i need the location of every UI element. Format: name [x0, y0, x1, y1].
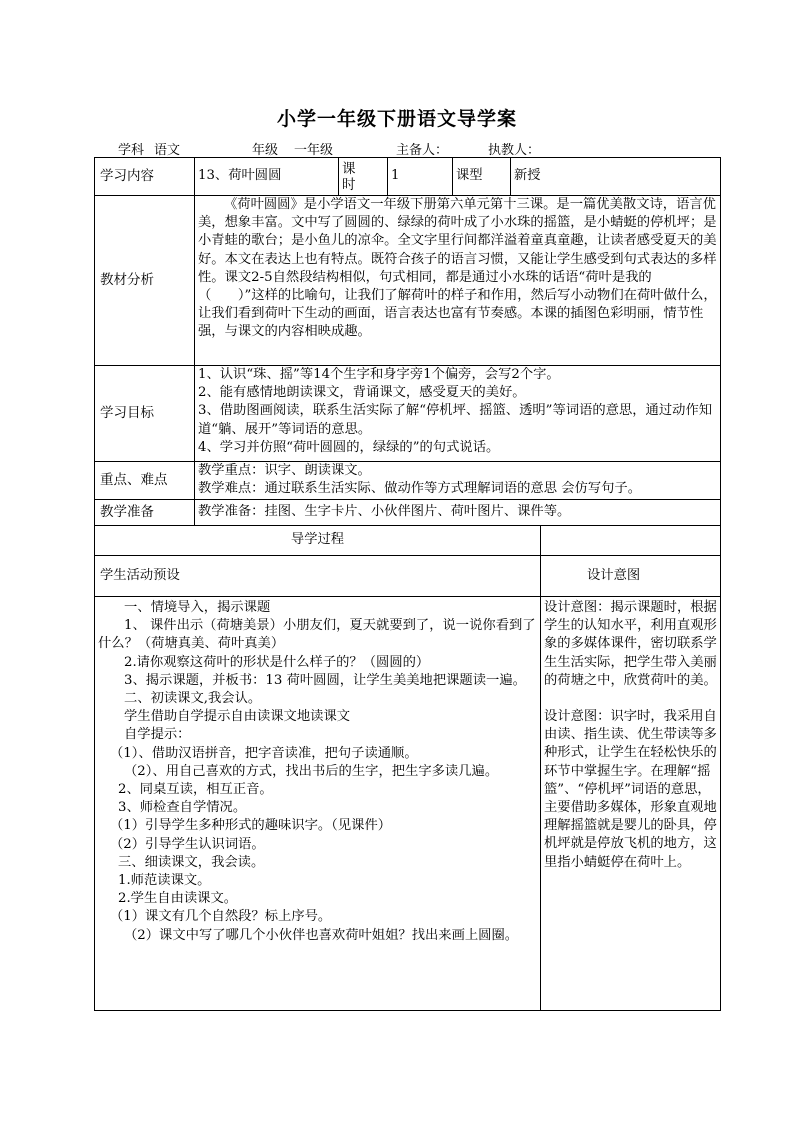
intent-list	[541, 597, 721, 1011]
analysis-text	[195, 196, 721, 366]
goal-item: 2、能有感情地朗读课文，背诵课文，感受夏天的美好。	[198, 385, 526, 401]
row-analysis	[95, 196, 721, 366]
intent-spacer	[544, 690, 717, 708]
info-line	[94, 139, 720, 157]
type-value: 新授	[511, 158, 721, 196]
lesson-plan-table	[94, 157, 721, 1011]
activity-line: 三、细读课文，我会读。	[118, 854, 265, 870]
content-value: 13、荷叶圆圆	[195, 158, 339, 196]
activity-line: 3、揭示课题，并板书：13 荷叶圆圆，让学生美美地把课题读一遍。	[124, 672, 526, 688]
activity-line: 1.师范读课文。	[118, 873, 211, 889]
activity-line: （2）课文中写了哪几个小伙伴也喜欢荷叶姐姐？找出来画上圆圈。	[124, 927, 519, 943]
period-label-text: 课时	[342, 160, 356, 193]
key-line-2: 教学难点：通过联系生活实际、做动作等方式理解词语的意思 会仿写句子。	[198, 481, 642, 497]
activity-list	[95, 597, 541, 1011]
activity-line: 2、同桌互读，相互正音。	[118, 782, 273, 798]
activity-line: 3、师检查自学情况。	[118, 800, 247, 816]
activity-line: 一、情境导入，揭示课题	[124, 600, 271, 615]
goal-item: 3、借助图画阅读，联系生活实际了解“停机坪、摇篮、透明”等词语的意思，通过动作知道“躺、展开”等词语的意思。	[198, 403, 713, 437]
row-column-headers	[95, 556, 721, 597]
activity-line: 2.学生自由读课文。	[118, 891, 238, 907]
subject-label: 学科	[118, 143, 145, 158]
row-process-header	[95, 526, 721, 556]
goal-item: 4、学习并仿照“荷叶圆圆的，绿绿的”的句式说话。	[198, 439, 500, 455]
row-goals	[95, 366, 721, 462]
row-key	[95, 462, 721, 500]
analysis-label: 教材分析	[95, 196, 195, 366]
activity-header: 学生活动预设	[95, 556, 541, 597]
process-header-blank	[541, 526, 721, 556]
activity-line: 1、 课件出示（荷塘美景）小朋友们，夏天就要到了，说一说你看到了什么？（荷塘真美、荷叶真美）	[98, 618, 536, 652]
grade-value: 一年级	[294, 143, 334, 158]
grade-label: 年级	[252, 143, 279, 158]
goals-label: 学习目标	[95, 366, 195, 462]
activity-line: 二、初读课文,我会认。	[124, 691, 262, 707]
row-content	[95, 158, 721, 196]
content-label: 学习内容	[95, 158, 195, 196]
teacher-label: 执教人：	[488, 143, 541, 158]
intent-paragraph: 设计意图：识字时，我采用自由读、指生读、优生带读等多种形式，让学生在轻松快乐的环节中掌握生字。在理解“摇篮”、“停机坪”词语的意思，主要借助多媒体，形象直观地理解摇篮就是婴儿的卧具，停机坪就是停放飞机的地方，这里指小蜻蜓停在荷叶上。	[544, 709, 717, 870]
activity-line: 2.请你观察这荷叶的形状是什么样子的？（圆圆的）	[124, 654, 430, 670]
type-label: 课型	[453, 158, 511, 196]
process-header: 导学过程	[95, 526, 541, 556]
activity-line: （2）、用自己喜欢的方式，找出书后的生字，把生字多读几遍。	[124, 763, 499, 779]
prep-text: 教学准备：挂图、生字卡片、小伙伴图片、荷叶图片、课件等。	[195, 500, 721, 526]
goals-list	[195, 366, 721, 462]
goal-item: 1、认识“珠、摇”等14个生字和身字旁1个偏旁，会写2个字。	[198, 367, 560, 382]
page-title: 小学一年级下册语文导学案	[276, 108, 517, 130]
intent-header: 设计意图	[541, 556, 721, 597]
activity-line: 自学提示：	[124, 727, 191, 743]
preparer-label: 主备人：	[396, 143, 449, 158]
row-process-body	[95, 597, 721, 1011]
key-text	[195, 462, 721, 500]
activity-line: （1）、借助汉语拼音，把字音读准，把句子读通顺。	[110, 745, 418, 761]
analysis-paragraph: 《荷叶圆圆》是小学语文一年级下册第六单元第十三课。是一篇优美散文诗，语言优美，想象丰富。文中写了圆圆的、绿绿的荷叶成了小水珠的摇篮，是小蜻蜓的停机坪；是小青蛙的歌台；是小鱼儿的凉伞。全文字里行间都洋溢着童真童趣，让读者感受夏天的美好。本文在表达上也有特点。既符合孩子的语言习惯，又能让学生感受到句式表达的多样性。课文2-5自然段结构相似，句式相同，都是通过小水珠的话语“荷叶是我的（ ）”这样的比喻句，让我们了解荷叶的样子和作用，然后写小动物们在荷叶做什么，让我们看到荷叶下生动的画面，语言表达也富有节奏感。本课的插图色彩明丽，情节性强，与课文的内容相映成趣。	[198, 197, 717, 340]
intent-paragraph: 设计意图：揭示课题时，根据学生的认知水平，利用直观形象的多媒体课件，密切联系学生生活实际，把学生带入美丽的荷塘之中，欣赏荷叶的美。	[544, 600, 717, 688]
period-label	[339, 158, 388, 196]
row-prep	[95, 500, 721, 526]
activity-line: （2）引导学生认识词语。	[110, 836, 265, 852]
activity-line: （1）引导学生多种形式的趣味识字。（见课件）	[110, 818, 392, 834]
activity-line: 学生借助自学提示自由读课文地读课文	[124, 709, 351, 725]
key-label: 重点、难点	[95, 462, 195, 500]
prep-label: 教学准备	[95, 500, 195, 526]
activity-line: （1）课文有几个自然段？标上序号。	[110, 909, 332, 925]
subject-value: 语文	[154, 143, 181, 158]
period-value: 1	[388, 158, 453, 196]
key-line-1: 教学重点：识字、朗读课文。	[198, 463, 371, 478]
